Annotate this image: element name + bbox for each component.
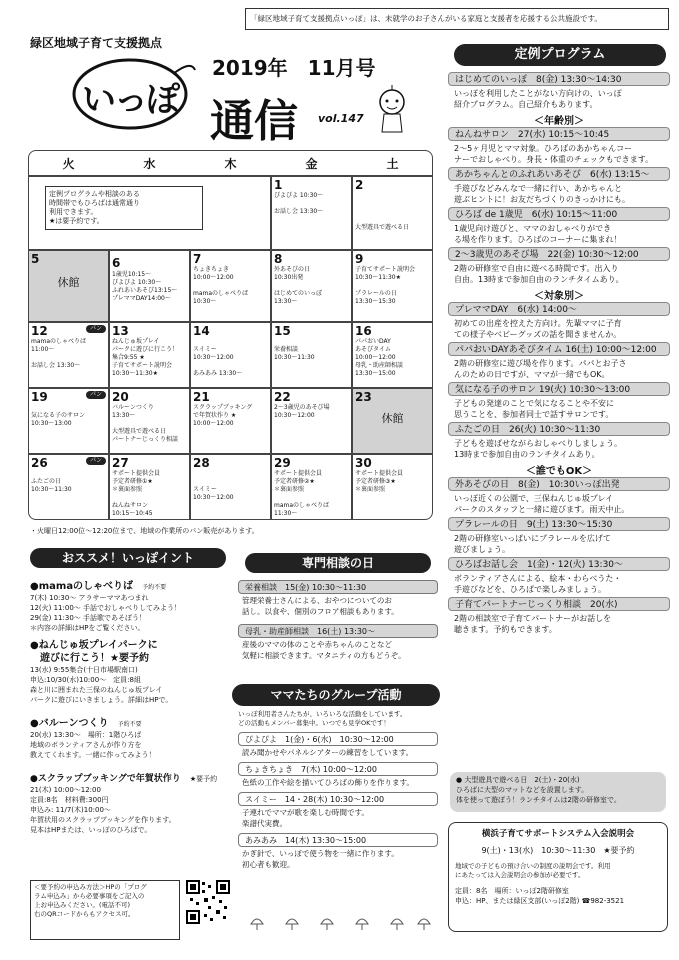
program-head: 気になる子のサロン 19(火) 10:30～13:00 <box>448 382 670 396</box>
bread-badge: パン <box>86 391 106 399</box>
group-item-head: ちょきちょき 7(木) 10:00～12:00 <box>238 762 438 776</box>
section-label: ＜対象別＞ <box>534 291 584 302</box>
qr-code-icon[interactable] <box>186 880 230 924</box>
program-head: プラレールの日 9(土) 13:30～15:30 <box>448 517 670 531</box>
teirei-title: 定例プログラム <box>454 44 666 66</box>
support-capacity: 定員：8名 場所：いっぽ2階研修室 <box>455 887 569 895</box>
calendar-day: 16 パパおいDAY あそびタイム 10:00～12:00 母乳・助産師相談 13:30～15:00 <box>352 322 433 388</box>
bigtoy-note-box <box>450 772 666 812</box>
mushroom-decoration <box>246 912 436 932</box>
reserve-note: ＜要予約の申込み方法＞HPの「プログ ラム申込み」から必要事項をご記入の 上お申込みください。(電話不可) 右のQRコードからもアクセス可。 <box>34 883 147 918</box>
calendar-day: 2 大型遊具で遊べる日 <box>352 176 433 250</box>
group-item-head: スイミー 14・28(木) 10:30～12:00 <box>238 792 438 806</box>
calendar-day: 14 スイミー 10:30～12:00 あみあみ 13:30～ <box>190 322 271 388</box>
group-item-head: ぴよぴよ 1(金)・6(水) 10:30～12:00 <box>238 732 438 746</box>
program-head: ねんねサロン 27(水) 10:15～10:45 <box>448 127 670 141</box>
osusume-item: ●バルーンつくり 予約不要 20(水) 13:30～ 場所：1階ひろば 地域のボランティアさんが作り方を 教えてくれます。一緒に作ってみよう！ <box>30 718 156 759</box>
weekday-fri: 金 <box>305 157 318 171</box>
program-head: 2～3歳児のあそび場 22(金) 10:30～12:00 <box>448 247 670 261</box>
support-title: 横浜子育てサポートシステム入会説明会 <box>481 829 635 839</box>
section-label: ＜年齢別＞ <box>534 116 584 127</box>
newsletter-title: 通信 <box>210 96 298 147</box>
reserve-note-box <box>30 880 180 940</box>
senmon-title: 専門相談の日 <box>245 553 431 573</box>
calendar-day: 20 バルーンつくり 13:30～ 大型遊具で遊べる日 パートナーじっくり相談 <box>109 388 190 454</box>
program-head: ひろばお話し会 1(金)・12(火) 13:30～ <box>448 557 670 571</box>
weekday-sat: 土 <box>386 157 399 171</box>
calendar-day: 1 ぴよぴよ 10:30～ お話し会 13:30～ <box>271 176 352 250</box>
calendar-day-closed: 5 休館 <box>28 250 109 322</box>
calendar-day: 7 ちょきちょき 10:00～12:00 mamaのしゃべりば 10:30～ <box>190 250 271 322</box>
org-name: 緑区地域子育て支援拠点 <box>30 36 163 50</box>
weekday-tue: 火 <box>62 157 75 171</box>
calendar-day: 19 パン 気になる子のサロン 10:30～13:00 <box>28 388 109 454</box>
calendar-day: 8 外あそびの日 10:30出発 はじめてのいっぽ 13:30～ <box>271 250 352 322</box>
calendar-note-cell <box>28 176 271 250</box>
program-head: 子育てパートナーじっくり相談 20(水) <box>448 597 670 611</box>
top-notice: 「緑区地域子育て支援拠点いっぽ」は、未就学のお子さんがいる家庭と支援者を応援する公共施設です。 <box>250 14 602 23</box>
group-title: ママたちのグループ活動 <box>232 684 440 706</box>
volume: vol.147 <box>318 112 364 125</box>
group-intro: いっぽ利用者さんたちが、いろいろな活動をしています。 どの活動もメンバー募集中。いつでも見学OKです！ <box>238 710 407 727</box>
calendar <box>28 150 433 520</box>
calendar-day: 6 1歳児10:15～ ぴよぴよ 10:30～ ふれあいあそび13:15～ プレママDAY14:00～ <box>109 250 190 322</box>
senmon-item-head: 母乳・助産師相談 16(土) 13:30～ <box>238 624 438 638</box>
calendar-note: 定例プログラムや相談のある 時間帯でもひろばは通常通り 利用できます。 ★は要予約です。 <box>45 186 203 230</box>
calendar-day: 9 子育てサポート説明会 10:30～11:30★ プラレールの日 13:30～15:30 <box>352 250 433 322</box>
senmon-section: 栄養相談 15(金) 10:30～11:30 管理栄養士さんによる、おやつについてのお 話し。以食や、個別のフロア相談もあります。 母乳・助産師相談 16(土) 13:30～ 産後のママの体のことや赤ちゃんのことなど 気軽に相談できます。マタニティの方もどうぞ。 <box>238 580 438 662</box>
logo <box>68 54 198 134</box>
issue-date: 2019年 11月号 <box>212 56 376 80</box>
mascot-icon <box>372 84 412 144</box>
calendar-day: 27 サポート提供会員 予定者研修①★ ＊裏面参照 ねんねサロン 10:15～10:45 <box>109 454 190 520</box>
calendar-day: 22 2～3歳児のあそび場 10:30～12:00 <box>271 388 352 454</box>
bread-badge: パン <box>86 457 106 465</box>
calendar-day: 30 サポート提供会員 予定者研修③★ ＊裏面参照 <box>352 454 433 520</box>
program-head: はじめてのいっぽ 8(金) 13:30～14:30 <box>448 72 670 86</box>
calendar-day: 13 ねんじゅ坂プレイ パークに遊びに行こう！ 集合9:55 ★ 子育てサポート説明会 10:30～11:30★ <box>109 322 190 388</box>
calendar-day: 29 サポート提供会員 予定者研修②★ ＊裏面参照 mamaのしゃべりば 11:30～ <box>271 454 352 520</box>
calendar-day: 26 パン ふたごの日 10:30～11:30 <box>28 454 109 520</box>
osusume-section <box>30 574 230 839</box>
program-head: ふたごの日 26(火) 10:30～11:30 <box>448 422 670 436</box>
support-box <box>448 822 668 932</box>
program-head: あかちゃんとのふれあいあそび 6(水) 13:15～ <box>448 167 670 181</box>
calendar-day: 21 スクラップブッキング で年賀状作り ★ 10:00～12:00 <box>190 388 271 454</box>
top-notice-box <box>245 8 669 30</box>
calendar-day-closed: 23 休館 <box>352 388 433 454</box>
calendar-day: 28 スイミー 10:30～12:00 <box>190 454 271 520</box>
calendar-day: 12 パン mamaのしゃべりば 11:00～ お話し会 13:30～ <box>28 322 109 388</box>
osusume-item: ●スクラップブッキングで年賀状作り ★要予約 21(木) 10:00～12:00 定員:8名 材料費:300円 申込み: 11/7(木)10:00～ 年賀状用のスクラップブッキングを作ります。 見本はHPまたは、いっぽのひろばで。 <box>30 774 218 834</box>
osusume-item: ●ねんじゅ坂プレイパークに 遊びに行こう！★要予約 13(水) 9:55集合(十日市場駅南口) 申込:10/30(水)10:00～ 定員:8組 森と川に囲まれた三保のねんじゅ坂プレイ パークに遊びにいきましょう。詳細はHPで。 <box>30 640 173 704</box>
section-label: ＜誰でもOK＞ <box>525 466 593 477</box>
program-head: 外あそびの日 8(金) 10:30いっぽ出発 <box>448 477 670 491</box>
bread-badge: パン <box>86 325 106 333</box>
osusume-item: ●mamaのしゃべりば 予約不要 7(木) 10:30～ アラサーママあつまれ 12(火) 11:00～ 手話でおしゃべりしてみよう！ 29(金) 11:30～ 手話歌であそぼう！ ＊内容の詳細はHPをご覧ください。 <box>30 581 181 632</box>
senmon-item-head: 栄養相談 15(金) 10:30～11:30 <box>238 580 438 594</box>
weekday-wed: 水 <box>143 157 156 171</box>
support-body: 地域での子どもの預け合いの制度の説明会です。利用 にあたっては入会説明会の参加が必要です。 <box>455 862 611 879</box>
support-apply: 申込：HP、または緑区支部(いっぽ2階) ☎982-3521 <box>455 897 625 905</box>
program-head: プレママDAY 6(水) 14:00～ <box>448 302 670 316</box>
teirei-section: はじめてのいっぽ 8(金) 13:30～14:30 いっぽを利用したことがない方向けの、いっぽ 紹介プログラム。自己紹介もあります。 ＜年齢別＞ ねんねサロン 27(水) 10:15～10:45 2～5ヶ月児とママ対象。ひろばのあかちゃんコー ナーでおしゃべり。身長・体重のチェックもできます。 あかちゃんとのふれあいあそび 6(水) 13:15～ 手遊びなどみんなで一緒に行い、あかちゃんと 遊ぶヒントに！お友だちづくりのきっかけにも。 ひろば de 1歳児 6(水) 10:15～11:00 1歳児向け遊びと、ママのおしゃべりができ る場を作ります。ひろばのコーナーに集まれ！ 2～3歳児のあそび場 22(金) 10:30～12:00 2階の研修室で自由に遊べる時間です。出入り 自由。13時まで参加自由のランチタイムあり。 ＜対象別＞ プレママDAY 6(水) 14:00～ 初めての出産を控えた方向け。先輩ママに子育 ての様子やベビーグッズの話を聞きませんか。 パパおいDAYあそびタイム 16(土) 10:00～12:00 2階の研修室に遊び場を作ります。パパとお子さ んのための日ですが、ママが一緒でもOK。 気になる子のサロン 19(火) 10:30～13:00 子どもの発達のことで気になることや不安に 思うことを、参加者同士で話すサロンです。 ふたごの日 26(火) 10:30～11:30 子どもを遊ばせながらおしゃべりしましょう。 13時まで参加自由のランチタイムあり。 ＜誰でもOK＞ 外あそびの日 8(金) 10:30いっぽ出発 いっぽ近くの公園で、三保ねんじゅ坂プレイ パークのスタッフと一緒に遊びます。雨天中止。 プラレールの日 9(土) 13:30～15:30 2階の研修室いっぱいにプラレールを広げて 遊びましょう。 ひろばお話し会 1(金)・12(火) 13:30～ ボランティアさんによる、絵本・わらべうた・ 手遊びなどを、ひろばで楽しみましょう。 子育てパートナーじっくり相談 20(水) 2階の相談室で子育てパートナーがお話しを 聴きます。予約もできます。 <box>448 72 670 637</box>
logo-text: いっぽ <box>82 80 178 120</box>
support-date: 9(土)・13(水) 10:30～11:30 ★要予約 <box>481 846 635 855</box>
group-section: いっぽ利用者さんたちが、いろいろな活動をしています。 どの活動もメンバー募集中。いつでも見学OKです！ ぴよぴよ 1(金)・6(水) 10:30～12:00 読み聞かせやパネルシアターの練習をしています。 ちょきちょき 7(木) 10:00～12:00 色紙の工作や絵を描いてひろばの飾りを作ります。 スイミー 14・28(木) 10:30～12:00 子連れでママが歌を楽しむ時間です。 楽譜代実費。 あみあみ 14(木) 13:30～15:00 かぎ針で、いっぽで使う物を一緒に作ります。 初心者も歓迎。 <box>238 710 438 871</box>
program-head: パパおいDAYあそびタイム 16(土) 10:00～12:00 <box>448 342 670 356</box>
osusume-title: おススメ！いっぽイント <box>30 548 226 568</box>
calendar-footnote: ・火曜日12:00位～12:20位まで、地域の作業所のパン販売があります。 <box>30 527 259 535</box>
group-item-head: あみあみ 14(木) 13:30～15:00 <box>238 833 438 847</box>
bigtoy-note: ● 大型遊具で遊べる日 2(土)・20(水) ひろばに大型のマットなどを設置します。 体を使って遊ぼう！ランチタイムは2階の研修室で。 <box>456 776 621 804</box>
weekday-thu: 木 <box>224 157 237 171</box>
calendar-day: 15 栄養相談 10:30～11:30 <box>271 322 352 388</box>
program-head: ひろば de 1歳児 6(水) 10:15～11:00 <box>448 207 670 221</box>
